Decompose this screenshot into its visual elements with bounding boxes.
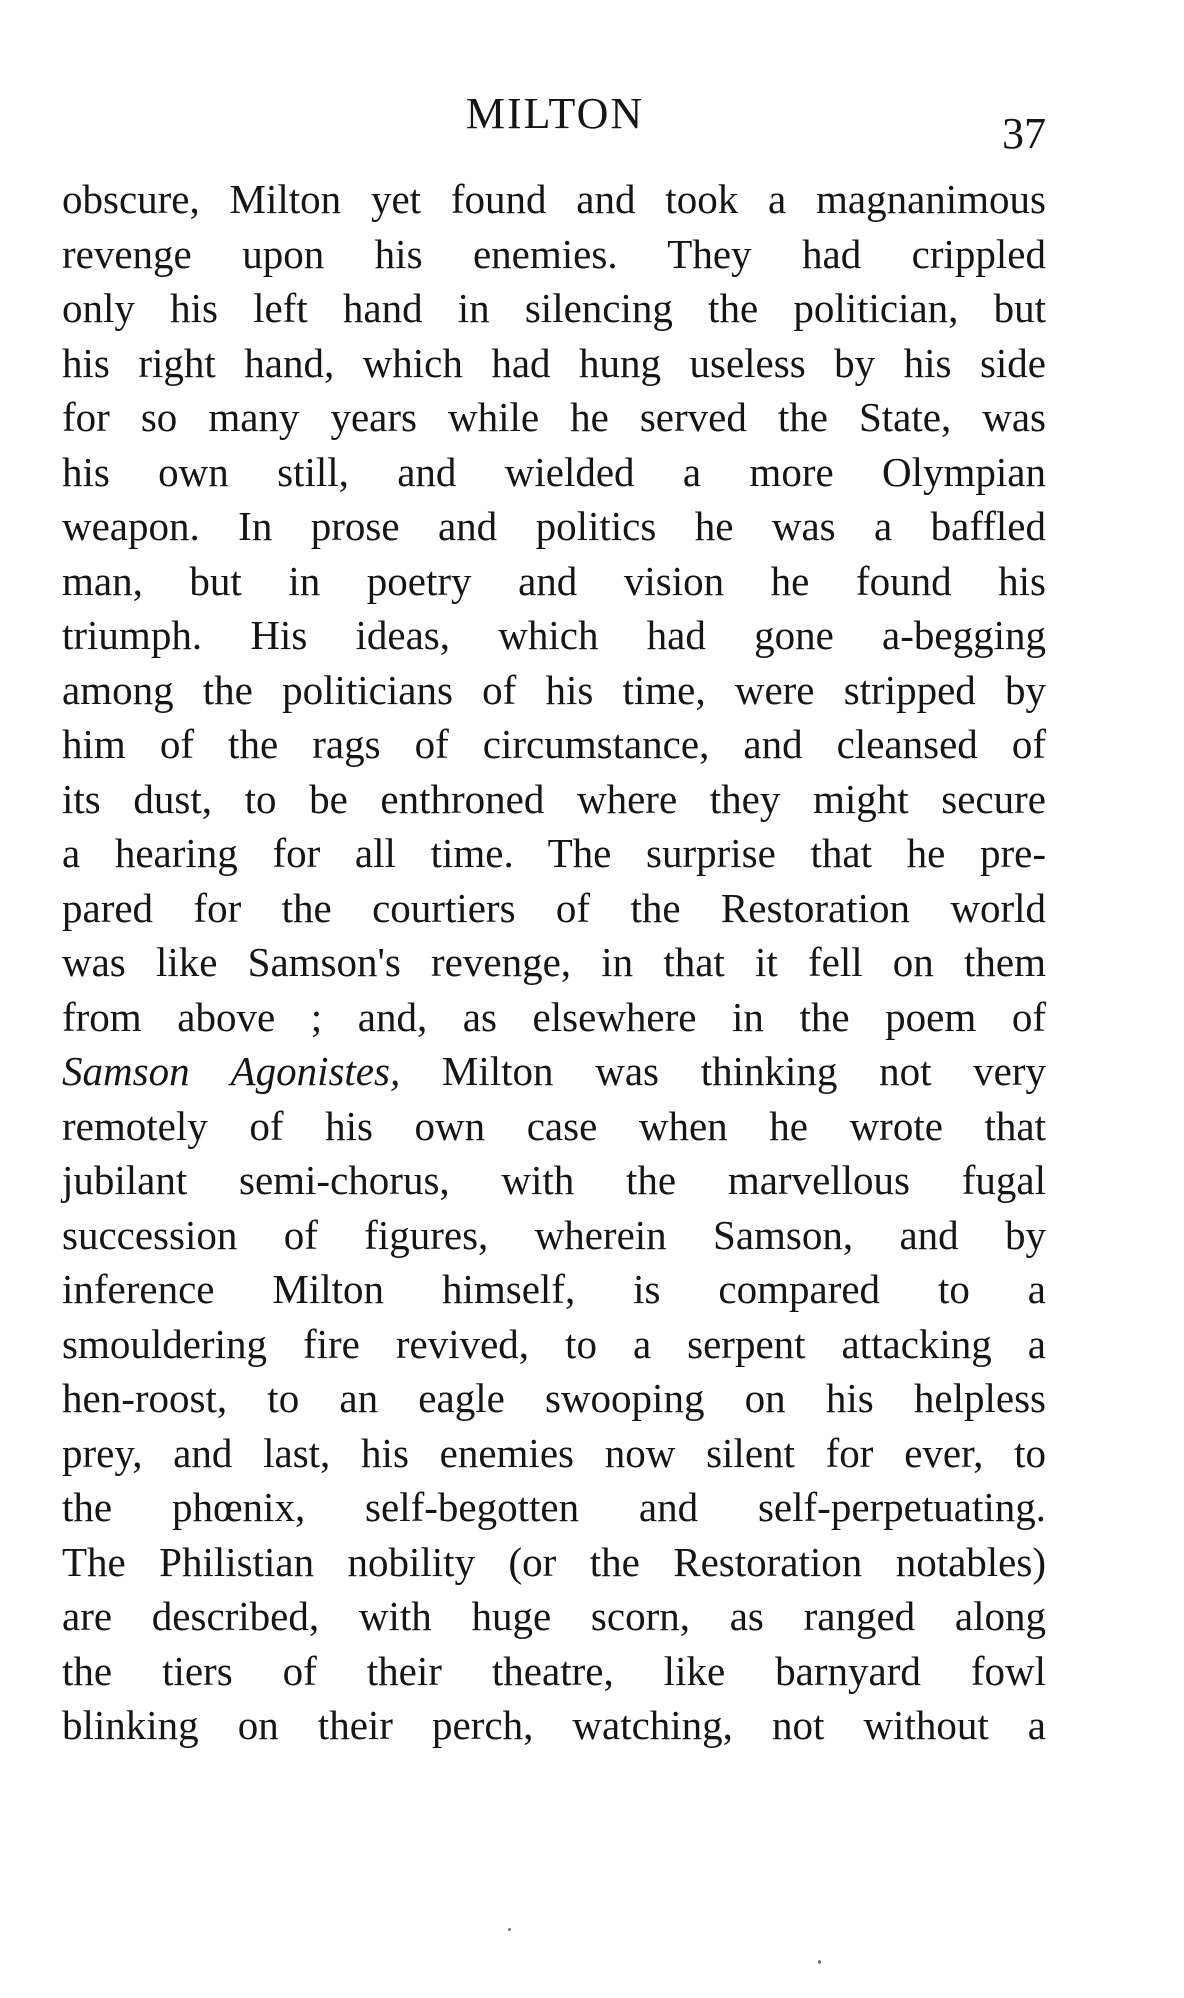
text-line: among the politicians of his time, were stripped by [62, 666, 1046, 713]
text-line: the tiers of their theatre, like barnyard fowl [62, 1647, 1046, 1694]
text-line: was like Samson's revenge, in that it fell on them [62, 939, 1046, 985]
text-line: remotely of his own case when he wrote that [62, 1102, 1046, 1149]
text-line: revenge upon his enemies. They had crippled [62, 230, 1046, 277]
text-line: his right hand, which had hung useless by his side [62, 339, 1046, 386]
text-line-with-title [62, 1044, 1046, 1099]
text-line: pared for the courtiers of the Restoration world [62, 884, 1046, 931]
text-line: hen-roost, to an eagle swooping on his helpless [62, 1375, 1046, 1421]
work-title: Samson Agonistes, [62, 1048, 401, 1094]
body-text [62, 172, 1046, 1753]
text-line: smouldering fire revived, to a serpent attacking a [62, 1320, 1046, 1367]
text-line: the phœnix, self-begotten and self-perpetuating. [62, 1484, 1046, 1530]
ink-speck [818, 1960, 821, 1964]
text-line: only his left hand in silencing the politician, but [62, 285, 1046, 331]
running-title: MILTON [465, 89, 645, 138]
text-line: obscure, Milton yet found and took a magnanimous [62, 176, 1046, 222]
text-line: its dust, to be enthroned where they might secure [62, 775, 1046, 822]
text-line: prey, and last, his enemies now silent for ever, to [62, 1429, 1046, 1476]
text-line: succession of figures, wherein Samson, and by [62, 1211, 1046, 1258]
text-line: blinking on their perch, watching, not without a [62, 1702, 1046, 1748]
text-line: jubilant semi-chorus, with the marvellous fugal [62, 1157, 1046, 1203]
text-line: inference Milton himself, is compared to a [62, 1266, 1046, 1312]
text-line: for so many years while he served the State, was [62, 394, 1046, 440]
page-number: 37 [1002, 109, 1046, 158]
text-line: from above ; and, as elsewhere in the poem of [62, 993, 1046, 1040]
text-line: him of the rags of circumstance, and cleansed of [62, 721, 1046, 767]
text-line: man, but in poetry and vision he found his [62, 557, 1046, 604]
text-line: weapon. In prose and politics he was a baffled [62, 503, 1046, 549]
text-line: triumph. His ideas, which had gone a-begging [62, 612, 1046, 658]
text-line: are described, with huge scorn, as ranged along [62, 1593, 1046, 1639]
text-line: a hearing for all time. The surprise that he pre- [62, 830, 1046, 876]
ink-speck [508, 1928, 511, 1931]
text-line: his own still, and wielded a more Olympian [62, 448, 1046, 495]
text-line: The Philistian nobility (or the Restoration notables) [62, 1538, 1046, 1585]
text-line-remainder: Milton was thinking not very [400, 1048, 1047, 1094]
